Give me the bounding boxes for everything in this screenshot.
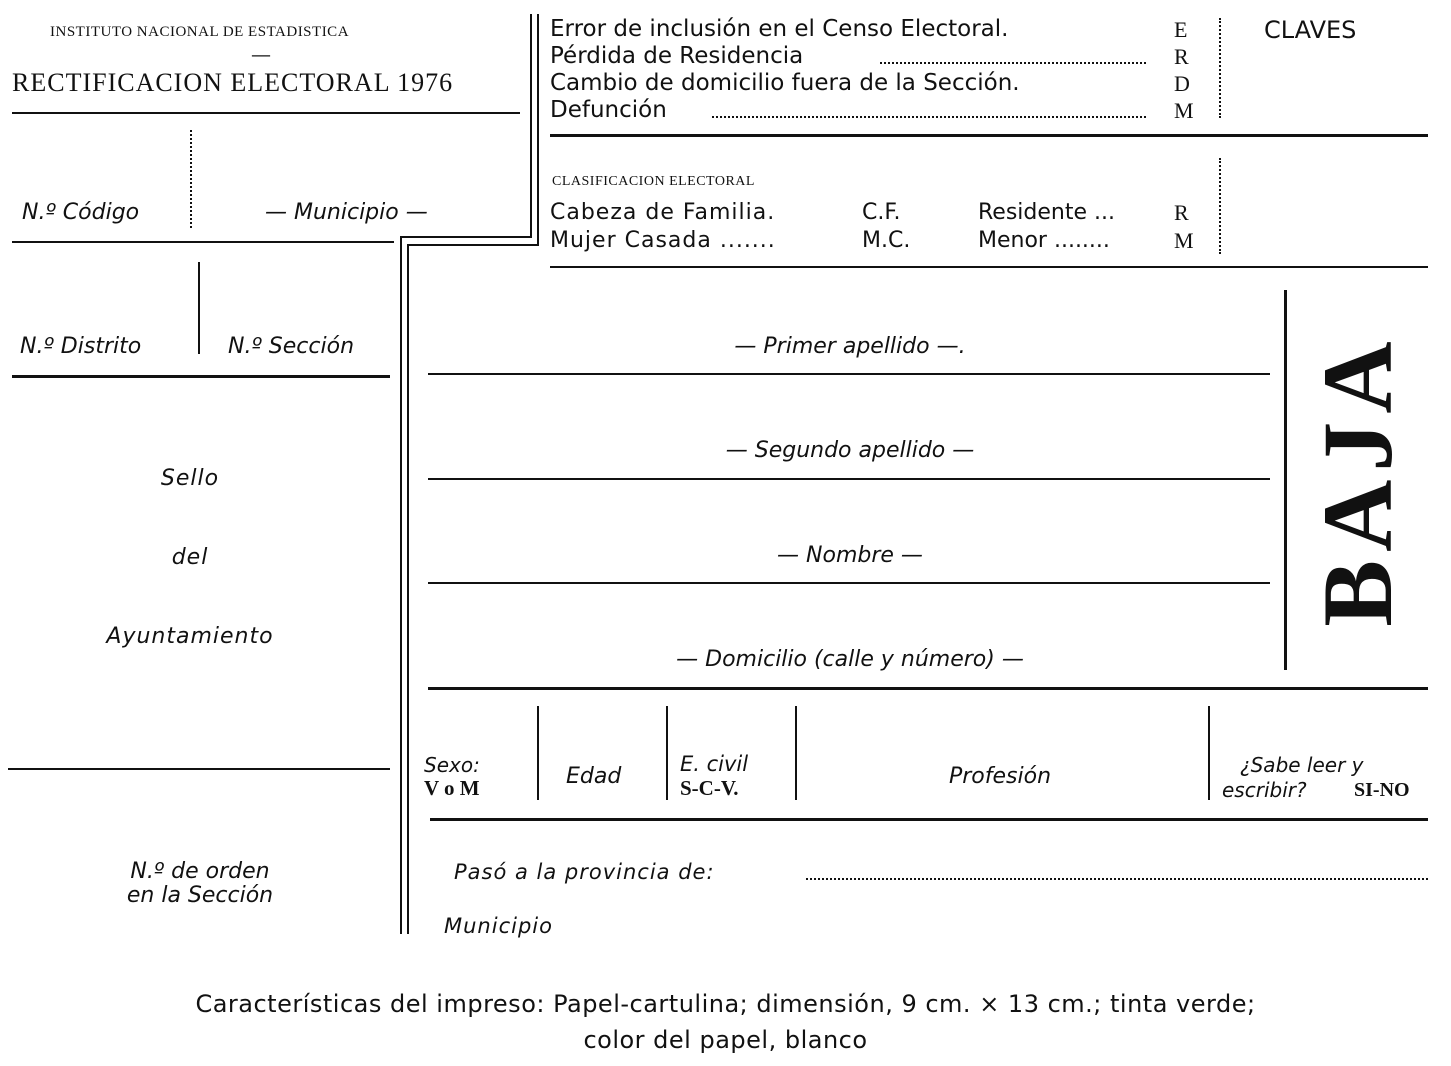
border-top-inner: [530, 14, 532, 236]
sabe-label-line2: escribir?: [1222, 778, 1307, 802]
class-residente: Residente ...: [978, 200, 1115, 225]
border-top-outer: [537, 14, 539, 244]
sexo-options: V o M: [424, 776, 480, 800]
claves-divider: [1219, 18, 1221, 118]
sabe-options: SI-NO: [1354, 779, 1410, 801]
claves-label: CLAVES: [1264, 16, 1357, 44]
distrito-divider: [198, 262, 200, 354]
classification-divider: [1219, 158, 1221, 254]
table-divider-1: [537, 706, 539, 800]
class-r: R: [1174, 200, 1189, 225]
code-e: E: [1174, 17, 1188, 42]
reasons-rule: [550, 134, 1428, 137]
baja-stamp: BAJA: [1302, 333, 1413, 627]
code-d: D: [1174, 71, 1190, 96]
sello-line2: del: [171, 545, 209, 570]
segundo-apellido-label: — Segundo apellido —: [725, 438, 975, 463]
classification-rule: [550, 266, 1428, 268]
baja-divider: [1284, 290, 1287, 670]
class-menor: Menor ........: [978, 228, 1110, 253]
domicilio-label: — Domicilio (calle y número) —: [676, 647, 1024, 672]
nombre-label: — Nombre —: [777, 543, 923, 568]
border-left-outer: [407, 244, 409, 934]
codigo-divider: [190, 130, 192, 228]
table-divider-3: [795, 706, 797, 800]
table-rule: [430, 818, 1428, 821]
municipio-field-label: Municipio: [444, 914, 553, 938]
reason-domicilio: Cambio de domicilio fuera de la Sección.: [550, 70, 1020, 96]
sexo-label: Sexo:: [424, 753, 480, 777]
distrito-label: N.º Distrito: [20, 334, 142, 359]
municipio-label: — Municipio —: [265, 200, 428, 225]
sello-line1: Sello: [160, 466, 220, 491]
edad-label: Edad: [566, 764, 622, 789]
sabe-label-line1: ¿Sabe leer y: [1240, 753, 1364, 777]
code-r: R: [1174, 44, 1189, 69]
primer-apellido-line[interactable]: [428, 373, 1270, 375]
header-rule: [12, 112, 520, 114]
table-divider-4: [1208, 706, 1210, 800]
civil-label: E. civil: [680, 752, 749, 776]
codigo-rule: [12, 241, 394, 243]
residencia-leader: [880, 62, 1146, 64]
institute-name: INSTITUTO NACIONAL DE ESTADISTICA: [50, 24, 350, 40]
border-left-inner: [400, 236, 402, 934]
domicilio-line[interactable]: [428, 687, 1428, 690]
border-step-inner: [400, 236, 532, 238]
sello-rule: [8, 768, 390, 770]
provincia-field[interactable]: [806, 878, 1428, 880]
class-mujer: Mujer Casada .......: [550, 228, 776, 253]
orden-line1: N.º de orden: [130, 859, 270, 884]
profesion-label: Profesión: [948, 764, 1052, 789]
class-cabeza: Cabeza de Familia.: [550, 200, 776, 225]
footer-line2: color del papel, blanco: [583, 1026, 868, 1054]
class-mc: M.C.: [862, 228, 911, 253]
segundo-apellido-line[interactable]: [428, 478, 1270, 480]
form-title: RECTIFICACION ELECTORAL 1976: [12, 68, 454, 97]
class-cf: C.F.: [862, 200, 901, 225]
sello-line3: Ayuntamiento: [106, 624, 274, 649]
code-m: M: [1174, 98, 1194, 123]
nombre-line[interactable]: [428, 582, 1270, 584]
defuncion-leader: [712, 116, 1146, 118]
primer-apellido-label: — Primer apellido —.: [734, 334, 966, 359]
seccion-label: N.º Sección: [228, 334, 355, 359]
reason-defuncion: Defunción: [550, 97, 667, 123]
civil-options: S-C-V.: [680, 776, 739, 800]
class-m: M: [1174, 228, 1194, 253]
title-dash: —: [252, 44, 270, 64]
orden-line2: en la Sección: [126, 883, 274, 908]
reason-error: Error de inclusión en el Censo Electoral.: [550, 16, 1009, 42]
codigo-label: N.º Código: [22, 200, 140, 225]
distrito-rule: [12, 375, 390, 378]
table-divider-2: [666, 706, 668, 800]
classification-heading: CLASIFICACION ELECTORAL: [552, 174, 755, 189]
border-step-outer: [407, 244, 539, 246]
reason-residencia: Pérdida de Residencia: [550, 43, 804, 69]
footer-line1: Características del impreso: Papel-cartulina; dimensión, 9 cm. × 13 cm.; tinta verde;: [195, 990, 1256, 1018]
provincia-label: Pasó a la provincia de:: [454, 860, 715, 884]
